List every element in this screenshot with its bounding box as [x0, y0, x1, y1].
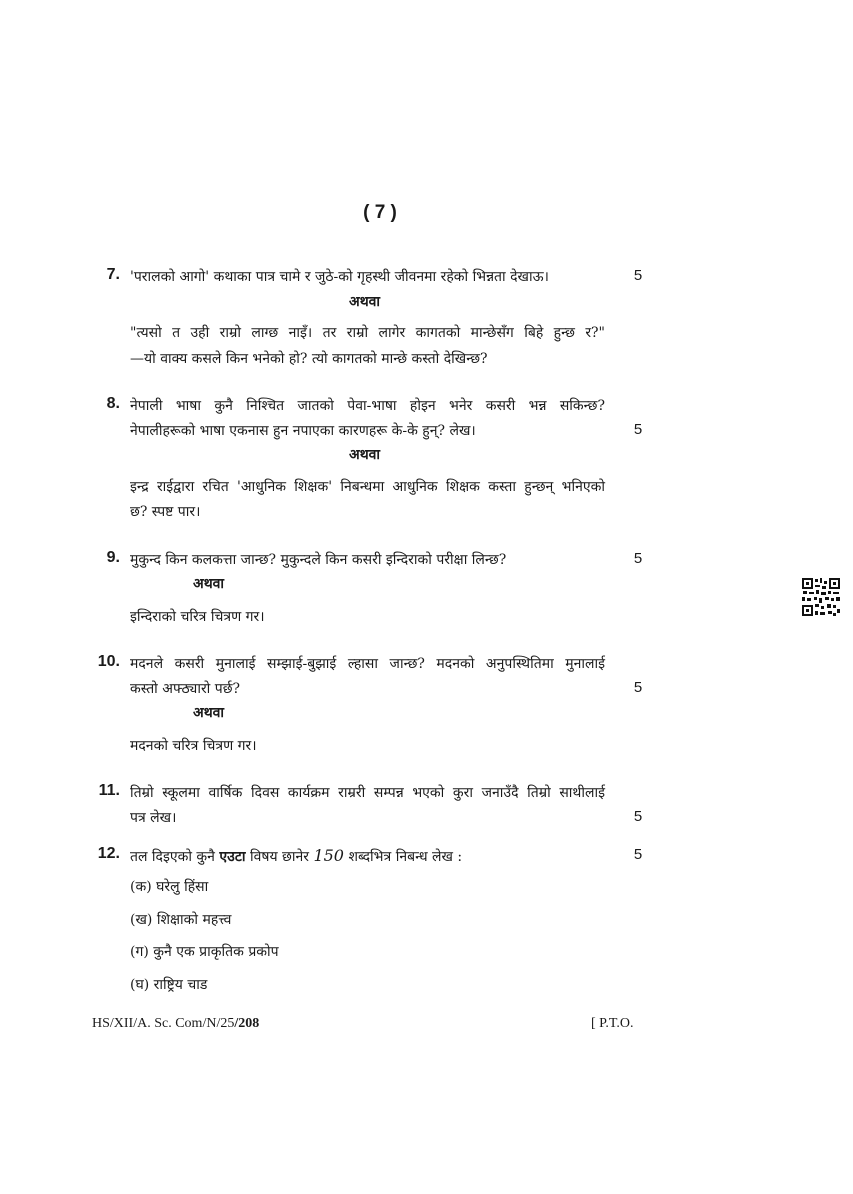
question-10-line-1: मदनले कसरी मुनालाई सम्झाई-बुझाई ल्हासा जान्छ? मदनको अनुपस्थितिमा मुनालाई: [130, 656, 605, 672]
question-10-marks: 5: [633, 679, 643, 696]
question-7-alt-line-2: —यो वाक्य कसले किन भनेको हो? त्यो कागतको मान्छे कस्तो देखिन्छ?: [130, 351, 488, 367]
question-12-intro-post: शब्दभित्र निबन्ध लेख :: [348, 849, 463, 865]
question-11-number: 11.: [98, 782, 120, 799]
question-8-number: 8.: [106, 395, 120, 412]
question-7-text: 'परालको आगो' कथाका पात्र चामे र जुठे-को गृहस्थी जीवनमा रहेको भिन्नता देखाऊ।: [130, 269, 549, 285]
paper-code: [92, 1016, 259, 1032]
question-8-alt-line-1: इन्द्र राईद्वारा रचित 'आधुनिक शिक्षक' निबन्धमा आधुनिक शिक्षक कस्ता हुन्छन् भनिएको: [130, 479, 605, 495]
question-11-line-1: तिम्रो स्कूलमा वार्षिक दिवस कार्यक्रम राम्ररी सम्पन्न भएको कुरा जनाउँदै तिम्रो साथीलाई: [130, 785, 605, 801]
question-9-marks: 5: [633, 550, 643, 567]
question-9-text: मुकुन्द किन कलकत्ता जान्छ? मुकुन्दले किन कसरी इन्दिराको परीक्षा लिन्छ?: [130, 552, 507, 568]
pto-label: [ P.T.O.: [591, 1016, 634, 1031]
question-8-alt-line-2: छ? स्पष्ट पार।: [130, 504, 201, 520]
question-8-or: अथवा: [349, 447, 381, 463]
question-12-option-1: (क) घरेलु हिंसा: [130, 879, 209, 895]
question-12-intro-bold: एउटा: [219, 849, 246, 865]
question-12-word-limit: 150: [313, 846, 344, 865]
question-9-alt-line-1: इन्दिराको चरित्र चित्रण गर।: [130, 609, 265, 625]
question-12-intro: [130, 846, 462, 866]
question-11-marks: 5: [633, 808, 643, 825]
question-10-or: अथवा: [193, 705, 225, 721]
paper-code-number: /208: [234, 1016, 260, 1031]
question-8-marks: 5: [633, 421, 643, 438]
question-12-option-2: (ख) शिक्षाको महत्त्व: [130, 912, 232, 928]
question-7-alt-line-1: "त्यसो त उही राम्रो लाग्छ नाइँ। तर राम्रो लागेर कागतको मान्छेसँग बिहे हुन्छ र?": [130, 325, 605, 341]
question-7-number: 7.: [106, 266, 120, 283]
question-12-marks: 5: [633, 846, 643, 863]
question-9-number: 9.: [106, 549, 120, 566]
question-10-number: 10.: [97, 653, 120, 670]
question-12-intro-pre: तल दिइएको कुनै: [130, 849, 215, 865]
question-10-line-2: कस्तो अफ्ठ्यारो पर्छ?: [130, 681, 241, 697]
question-9-or: अथवा: [193, 576, 225, 592]
question-12-number: 12.: [97, 845, 120, 862]
qr-code-icon: [801, 577, 841, 617]
question-8-line-1: नेपाली भाषा कुनै निश्चित जातको पेवा-भाषा होइन भनेर कसरी भन्न सकिन्छ?: [130, 398, 605, 414]
question-12-option-4: (घ) राष्ट्रिय चाड: [130, 977, 208, 993]
paper-code-prefix: HS/XII/A. Sc. Com/N/25: [92, 1016, 235, 1031]
question-7-or: अथवा: [349, 294, 381, 310]
question-11-line-2: पत्र लेख।: [130, 810, 177, 826]
question-10-alt-line-1: मदनको चरित्र चित्रण गर।: [130, 738, 257, 754]
page-number: ( 7 ): [363, 202, 397, 223]
question-12-intro-mid: विषय छानेर: [249, 849, 309, 865]
question-7-marks: 5: [633, 267, 643, 284]
question-8-line-2: नेपालीहरूको भाषा एकनास हुन नपाएका कारणहरू के-के हुन्? लेख।: [130, 423, 476, 439]
question-12-option-3: (ग) कुनै एक प्राकृतिक प्रकोप: [130, 944, 279, 960]
